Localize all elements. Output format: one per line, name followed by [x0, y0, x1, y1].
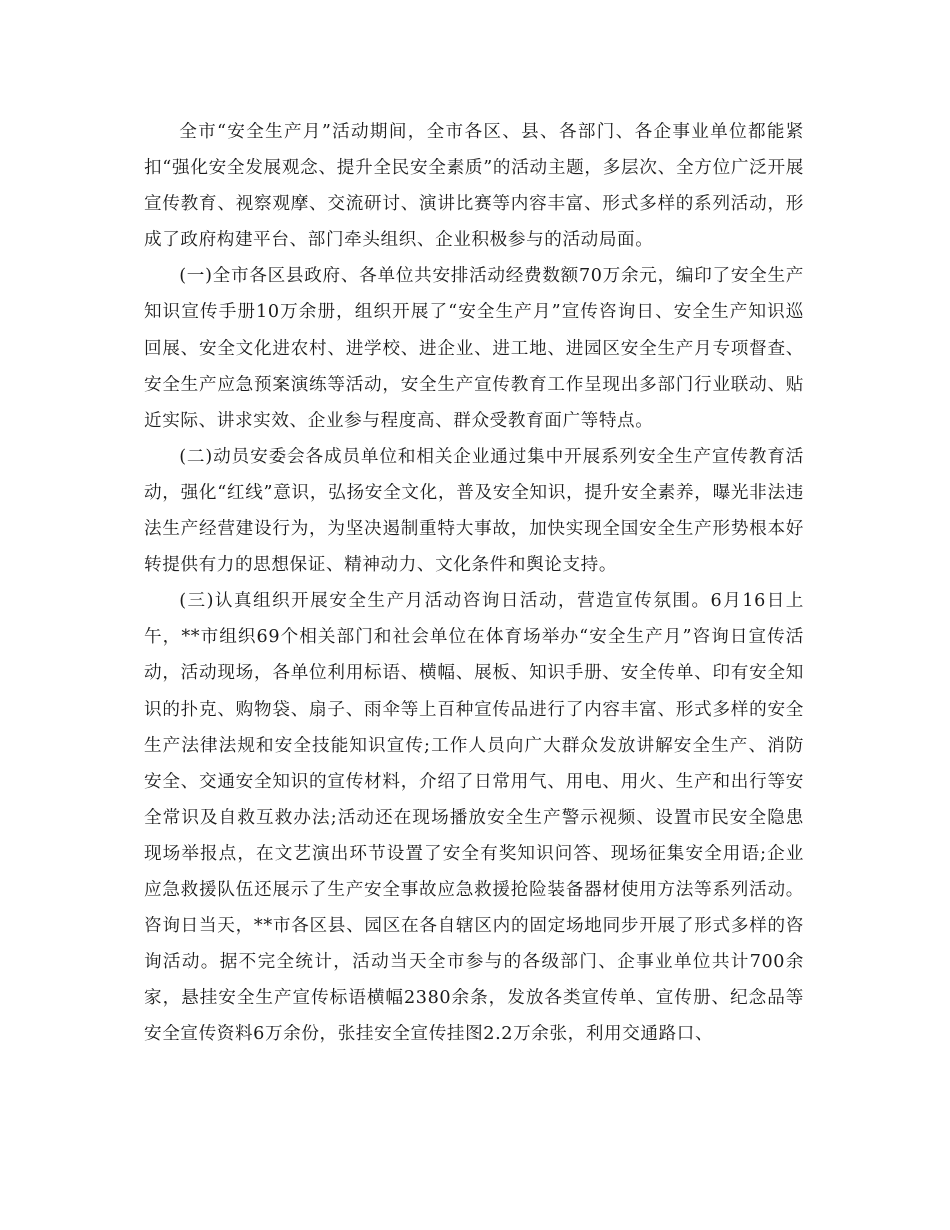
paragraph-section-1: (一)全市各区县政府、各单位共安排活动经费数额70万余元，编印了安全生产知识宣传手册10万余册，组织开展了“安全生产月”宣传咨询日、安全生产知识巡回展、安全文化进农村、进学校、进企业、进工地、进园区安全生产月专项督查、安全生产应急预案演练等活动，安全生产宣传教育工作呈现出多部门行业联动、贴近实际、讲求实效、企业参与程度高、群众受教育面广等特点。 [144, 266, 804, 431]
paragraph-section-3: (三)认真组织开展安全生产月活动咨询日活动，营造宣传氛围。6月16日上午，**市组织69个相关部门和社会单位在体育场举办“安全生产月”咨询日宣传活动，活动现场，各单位利用标语、横幅、展板、知识手册、安全传单、印有安全知识的扑克、购物袋、扇子、雨伞等上百种宣传品进行了内容丰富、形式多样的安全生产法律法规和安全技能知识宣传;工作人员向广大群众发放讲解安全生产、消防安全、交通安全知识的宣传材料，介绍了日常用气、用电、用火、生产和出行等安全常识及自救互救办法;活动还在现场播放安全生产警示视频、设置市民安全隐患现场举报点，在文艺演出环节设置了安全有奖知识问答、现场征集安全用语;企业应急救援队伍还展示了生产安全事故应急救援抢险装备器材使用方法等系列活动。咨询日当天，**市各区县、园区在各自辖区内的固定场地同步开展了形式多样的咨询活动。据不完全统计，活动当天全市参与的各级部门、企事业单位共计700余家，悬挂安全生产宣传标语横幅2380余条，发放各类宣传单、宣传册、纪念品等安全宣传资料6万余份，张挂安全宣传挂图2.2万余张，利用交通路口、 [144, 591, 804, 1045]
document-body [144, 114, 804, 1052]
paragraph-intro: 全市“安全生产月”活动期间，全市各区、县、各部门、各企事业单位都能紧扣“强化安全发展观念、提升全民安全素质”的活动主题，多层次、全方位广泛开展宣传教育、视察观摩、交流研讨、演讲比赛等内容丰富、形式多样的系列活动，形成了政府构建平台、部门牵头组织、企业积极参与的活动局面。 [144, 122, 804, 251]
paragraph-section-2: (二)动员安委会各成员单位和相关企业通过集中开展系列安全生产宣传教育活动，强化“红线”意识，弘扬安全文化，普及安全知识，提升安全素养，曝光非法违法生产经营建设行为，为坚决遏制重特大事故，加快实现全国安全生产形势根本好转提供有力的思想保证、精神动力、文化条件和舆论支持。 [144, 446, 804, 576]
